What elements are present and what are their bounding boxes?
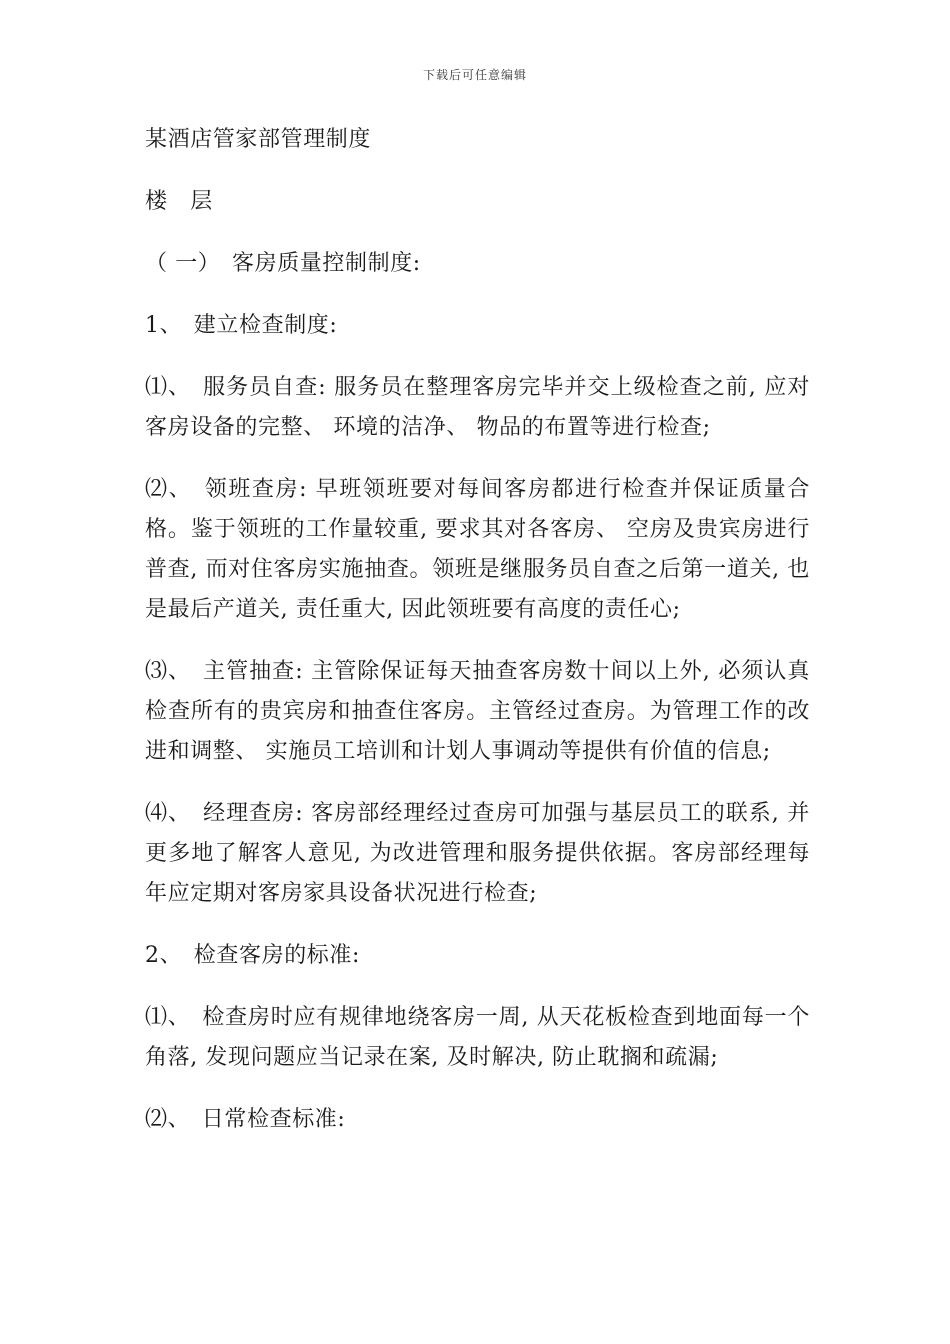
item-heading-1: 1、 建立检查制度: xyxy=(145,313,338,338)
item-heading-2: 2、 检查客房的标准: xyxy=(145,943,361,968)
header-note: 下载后可任意编辑 xyxy=(422,68,527,82)
paragraph-1-3: ⑶、 主管抽查: 主管除保证每天抽查客房数十间以上外, 必须认真检查所有的贵宾房和抽查住客房。主管经过查房。为管理工作的改进和调整、 实施员工培训和计划人事调动等提供有价值的信息; xyxy=(145,659,810,764)
paragraph-2-1: ⑴、 检查房时应有规律地绕客房一周, 从天花板检查到地面每一个角落, 发现问题应当记录在案, 及时解决, 防止耽搁和疏漏; xyxy=(145,1005,810,1070)
paragraph-2-2: ⑵、 日常检查标准: xyxy=(145,1107,346,1132)
section-heading: 楼 层 xyxy=(145,189,213,214)
paragraph-1-4: ⑷、 经理查房: 客房部经理经过查房可加强与基层员工的联系, 并更多地了解客人意见, 为改进管理和服务提供依据。客房部经理每年应定期对客房家具设备状况进行检查; xyxy=(145,801,810,906)
document-body xyxy=(145,120,810,1162)
paragraph-1-2: ⑵、 领班查房: 早班领班要对每间客房都进行检查并保证质量合格。鉴于领班的工作量较重, 要求其对各客房、 空房及贵宾房进行普查, 而对住客房实施抽查。领班是继服务员自查之后第一道关, 也是最后产道关, 责任重大, 因此领班要有高度的责任心; xyxy=(145,477,810,622)
document-title: 某酒店管家部管理制度 xyxy=(145,127,372,152)
paragraph-1-1: ⑴、 服务员自查: 服务员在整理客房完毕并交上级检查之前, 应对客房设备的完整、 环境的洁净、 物品的布置等进行检查; xyxy=(145,375,810,440)
subsection-heading: （ 一） 客房质量控制制度: xyxy=(145,251,421,276)
